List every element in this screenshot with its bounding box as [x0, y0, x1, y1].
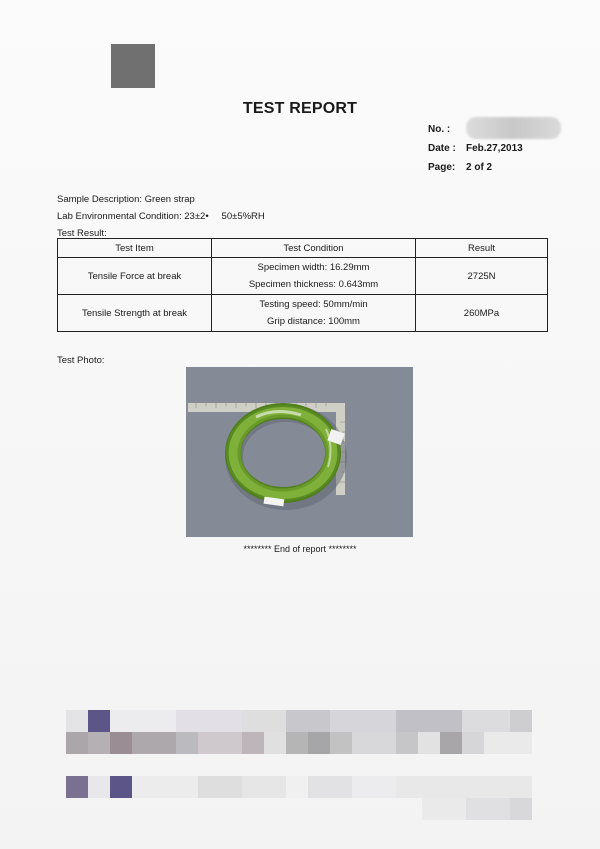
table-header-row	[58, 239, 548, 258]
sample-description: Sample Description: Green strap	[57, 194, 195, 205]
header-test-condition: Test Condition	[212, 239, 416, 258]
report-meta	[428, 120, 561, 177]
test-result-table	[57, 238, 548, 332]
cell-test-item: Tensile Force at break	[58, 258, 212, 295]
condition-line: Testing speed: 50mm/min	[259, 299, 368, 310]
header-result: Result	[416, 239, 548, 258]
redacted-report-number	[466, 117, 561, 139]
report-title: TEST REPORT	[242, 100, 358, 117]
test-photo	[186, 367, 413, 537]
condition-line: Grip distance: 100mm	[267, 316, 360, 327]
report-date-row	[428, 139, 561, 158]
condition-line: Specimen thickness: 0.643mm	[248, 279, 379, 290]
end-of-report: ******** End of report ********	[243, 544, 357, 554]
table-row	[58, 258, 548, 295]
cell-result: 2725N	[416, 258, 548, 295]
report-page-value: 2 of 2	[466, 162, 493, 173]
report-date-value: Feb.27,2013	[466, 143, 523, 154]
condition-line: Specimen width: 16.29mm	[257, 262, 370, 273]
report-date-label: Date :	[428, 143, 456, 154]
lab-environment: Lab Environmental Condition: 23±2•  50±5%RH	[57, 211, 265, 222]
sample-info	[57, 191, 265, 242]
test-photo-label: Test Photo:	[57, 355, 105, 366]
header-test-item: Test Item	[58, 239, 212, 258]
green-strap-coil-image	[186, 367, 413, 537]
report-page-row	[428, 158, 561, 177]
cell-test-item: Tensile Strength at break	[58, 295, 212, 332]
cell-test-condition	[212, 258, 416, 295]
cell-test-condition	[212, 295, 416, 332]
test-result-heading: Test Result:	[57, 228, 107, 239]
report-number-label: No. :	[428, 124, 451, 135]
table-row	[58, 295, 548, 332]
report-page-label: Page:	[428, 162, 456, 173]
company-logo	[111, 44, 155, 88]
cell-result: 260MPa	[416, 295, 548, 332]
report-number-row	[428, 120, 561, 139]
